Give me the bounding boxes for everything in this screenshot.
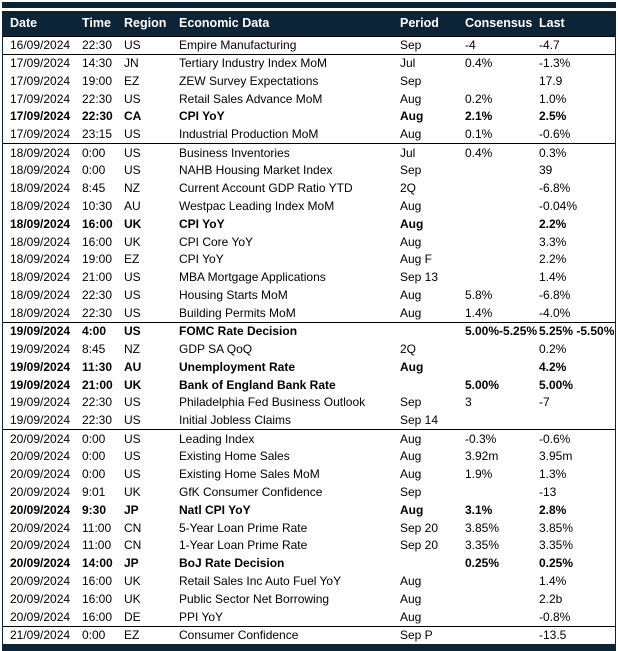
table-row — [3, 233, 615, 251]
table-row — [3, 358, 615, 376]
cell-period: Aug — [400, 449, 422, 464]
cell-region: US — [124, 466, 141, 481]
cell-period: Sep — [400, 163, 422, 178]
cell-last: 2.5% — [539, 109, 567, 124]
cell-region: JN — [124, 56, 139, 71]
cell-date: 17/09/2024 — [10, 73, 71, 88]
header-cell-consensus: Consensus — [465, 16, 533, 31]
cell-last: 1.0% — [539, 91, 567, 106]
cell-consensus: 3.1% — [465, 502, 493, 517]
cell-date: 20/09/2024 — [10, 556, 71, 571]
cell-last: 5.25% -5.50% — [539, 324, 615, 339]
cell-event: Natl CPI YoY — [179, 502, 251, 517]
cell-consensus: 1.9% — [465, 466, 493, 481]
cell-date: 17/09/2024 — [10, 91, 71, 106]
cell-event: ZEW Survey Expectations — [179, 73, 319, 88]
cell-date: 19/09/2024 — [10, 324, 71, 339]
cell-region: JP — [124, 556, 139, 571]
cell-date: 18/09/2024 — [10, 252, 71, 267]
cell-date: 20/09/2024 — [10, 484, 71, 499]
cell-region: DE — [124, 609, 141, 624]
cell-time: 22:30 — [82, 288, 113, 303]
cell-time: 0:00 — [82, 145, 106, 160]
table-row — [3, 340, 615, 358]
cell-date: 21/09/2024 — [10, 628, 71, 643]
cell-time: 8:45 — [82, 341, 106, 356]
cell-event: Existing Home Sales MoM — [179, 466, 320, 481]
cell-consensus: -4 — [465, 38, 476, 53]
table-row — [3, 286, 615, 304]
cell-last: -4.0% — [539, 306, 571, 321]
cell-event: MBA Mortgage Applications — [179, 270, 326, 285]
cell-period: Sep 13 — [400, 270, 439, 285]
cell-time: 8:45 — [82, 180, 106, 195]
cell-event: Business Inventories — [179, 145, 290, 160]
cell-period: Sep 14 — [400, 413, 439, 428]
table-row — [3, 90, 615, 108]
cell-last: 0.25% — [539, 556, 574, 571]
table-row — [3, 590, 615, 608]
cell-time: 4:00 — [82, 324, 107, 339]
table-body — [2, 36, 616, 644]
cell-time: 21:00 — [82, 270, 113, 285]
table-row — [3, 125, 615, 143]
table-row — [3, 447, 615, 465]
cell-last: -0.8% — [539, 609, 571, 624]
cell-region: UK — [124, 574, 141, 589]
header-cell-last: Last — [539, 16, 565, 31]
cell-time: 16:00 — [82, 609, 113, 624]
header-cell-economic-data: Economic Data — [179, 16, 270, 31]
cell-time: 16:00 — [82, 216, 113, 231]
cell-region: AU — [124, 198, 141, 213]
cell-last: -13 — [539, 484, 557, 499]
cell-time: 16:00 — [82, 592, 113, 607]
cell-date: 17/09/2024 — [10, 127, 71, 142]
cell-event: CPI YoY — [179, 216, 225, 231]
cell-consensus: 2.1% — [465, 109, 493, 124]
cell-event: Initial Jobless Claims — [179, 413, 292, 428]
cell-last: 2.2% — [539, 216, 567, 231]
cell-time: 0:00 — [82, 466, 106, 481]
cell-region: EZ — [124, 252, 140, 267]
table-row — [3, 143, 615, 161]
table-row — [3, 268, 615, 286]
cell-region: CA — [124, 109, 142, 124]
cell-date: 19/09/2024 — [10, 395, 71, 410]
cell-region: US — [124, 145, 141, 160]
cell-event: Current Account GDP Ratio YTD — [179, 180, 353, 195]
cell-event: BoJ Rate Decision — [179, 556, 285, 571]
table-row — [3, 572, 615, 590]
table-row — [3, 537, 615, 555]
table-row — [3, 304, 615, 322]
cell-region: NZ — [124, 180, 140, 195]
table-row — [3, 322, 615, 340]
cell-date: 17/09/2024 — [10, 109, 71, 124]
table-row — [3, 429, 615, 447]
table-row — [3, 465, 615, 483]
cell-event: 1-Year Loan Prime Rate — [179, 538, 308, 553]
header-cell-region: Region — [124, 16, 167, 31]
cell-time: 0:00 — [82, 628, 106, 643]
cell-event: Building Permits MoM — [179, 306, 296, 321]
cell-region: US — [124, 431, 141, 446]
cell-period: Aug — [400, 109, 424, 124]
cell-date: 18/09/2024 — [10, 163, 71, 178]
cell-period: Aug F — [400, 252, 433, 267]
cell-event: CPI YoY — [179, 109, 225, 124]
cell-region: US — [124, 163, 141, 178]
cell-period: Sep P — [400, 628, 433, 643]
top-accent-bar — [2, 2, 616, 8]
cell-region: UK — [124, 216, 142, 231]
cell-time: 19:00 — [82, 252, 113, 267]
cell-last: 3.95m — [539, 449, 573, 464]
table-row — [3, 411, 615, 429]
cell-consensus: 0.1% — [465, 127, 493, 142]
cell-period: Aug — [400, 574, 422, 589]
cell-event: Industrial Production MoM — [179, 127, 319, 142]
table-row — [3, 376, 615, 394]
cell-last: -6.8% — [539, 180, 571, 195]
cell-region: NZ — [124, 341, 140, 356]
cell-last: 17.9 — [539, 73, 563, 88]
cell-period: Sep — [400, 484, 422, 499]
cell-region: AU — [124, 359, 142, 374]
cell-period: Aug — [400, 216, 424, 231]
cell-last: -4.7 — [539, 38, 560, 53]
cell-last: -1.3% — [539, 56, 571, 71]
cell-event: Consumer Confidence — [179, 628, 299, 643]
table-row — [3, 197, 615, 215]
cell-last: -0.6% — [539, 127, 571, 142]
cell-event: Empire Manufacturing — [179, 38, 297, 53]
cell-time: 22:30 — [82, 38, 113, 53]
cell-date: 18/09/2024 — [10, 198, 71, 213]
cell-time: 22:30 — [82, 413, 113, 428]
cell-period: Aug — [400, 359, 424, 374]
cell-event: CPI Core YoY — [179, 234, 254, 249]
cell-last: -13.5 — [539, 628, 567, 643]
cell-region: US — [124, 91, 141, 106]
cell-date: 18/09/2024 — [10, 234, 71, 249]
cell-date: 18/09/2024 — [10, 270, 71, 285]
cell-period: Aug — [400, 306, 422, 321]
cell-region: US — [124, 270, 141, 285]
cell-period: Sep — [400, 38, 422, 53]
cell-time: 22:30 — [82, 395, 113, 410]
cell-date: 18/09/2024 — [10, 216, 71, 231]
cell-event: Bank of England Bank Rate — [179, 377, 336, 392]
table-row — [3, 554, 615, 572]
cell-date: 18/09/2024 — [10, 306, 71, 321]
cell-time: 0:00 — [82, 163, 106, 178]
economic-calendar-table — [2, 11, 616, 644]
cell-period: Aug — [400, 609, 422, 624]
cell-event: Leading Index — [179, 431, 255, 446]
cell-period: 2Q — [400, 341, 417, 356]
cell-last: 2.2% — [539, 252, 567, 267]
table-row — [3, 54, 615, 72]
cell-time: 14:30 — [82, 56, 113, 71]
cell-consensus: 3 — [465, 395, 472, 410]
table-row — [3, 501, 615, 519]
cell-period: Sep — [400, 73, 422, 88]
header-cell-date: Date — [10, 16, 38, 31]
cell-date: 20/09/2024 — [10, 520, 71, 535]
cell-consensus: 3.92m — [465, 449, 499, 464]
cell-time: 23:15 — [82, 127, 113, 142]
cell-event: Tertiary Industry Index MoM — [179, 56, 328, 71]
cell-time: 11:00 — [82, 538, 112, 553]
cell-time: 16:00 — [82, 234, 113, 249]
table-row — [3, 215, 615, 233]
cell-region: US — [124, 127, 141, 142]
cell-date: 20/09/2024 — [10, 449, 71, 464]
cell-region: JP — [124, 502, 139, 517]
cell-period: Aug — [400, 466, 422, 481]
cell-period: Sep — [400, 395, 422, 410]
cell-event: Retail Sales Inc Auto Fuel YoY — [179, 574, 342, 589]
cell-date: 18/09/2024 — [10, 288, 71, 303]
cell-time: 16:00 — [82, 574, 113, 589]
cell-period: 2Q — [400, 180, 417, 195]
cell-time: 0:00 — [82, 431, 106, 446]
cell-event: GfK Consumer Confidence — [179, 484, 323, 499]
cell-date: 20/09/2024 — [10, 466, 71, 481]
cell-time: 11:30 — [82, 359, 113, 374]
cell-region: US — [124, 449, 141, 464]
cell-period: Aug — [400, 198, 422, 213]
cell-consensus: 0.4% — [465, 56, 493, 71]
cell-event: Philadelphia Fed Business Outlook — [179, 395, 366, 410]
cell-period: Sep 20 — [400, 520, 439, 535]
cell-region: UK — [124, 484, 141, 499]
cell-time: 10:30 — [82, 198, 113, 213]
cell-period: Aug — [400, 592, 422, 607]
table-row — [3, 108, 615, 126]
cell-date: 17/09/2024 — [10, 56, 71, 71]
table-row — [3, 394, 615, 412]
cell-consensus: 5.00% — [465, 377, 500, 392]
cell-time: 9:01 — [82, 484, 106, 499]
cell-region: US — [124, 413, 141, 428]
cell-event: 5-Year Loan Prime Rate — [179, 520, 308, 535]
cell-consensus: 0.25% — [465, 556, 500, 571]
cell-period: Aug — [400, 91, 422, 106]
cell-region: EZ — [124, 73, 140, 88]
cell-date: 16/09/2024 — [10, 38, 71, 53]
cell-region: US — [124, 324, 141, 339]
cell-last: 0.2% — [539, 341, 567, 356]
table-row — [3, 251, 615, 269]
cell-consensus: 3.85% — [465, 520, 500, 535]
cell-consensus: 3.35% — [465, 538, 500, 553]
cell-date: 19/09/2024 — [10, 341, 71, 356]
cell-last: 1.4% — [539, 270, 567, 285]
cell-time: 19:00 — [82, 73, 113, 88]
cell-date: 19/09/2024 — [10, 377, 71, 392]
cell-last: 4.2% — [539, 359, 567, 374]
table-row — [3, 519, 615, 537]
cell-last: 1.4% — [539, 574, 567, 589]
cell-date: 20/09/2024 — [10, 574, 71, 589]
cell-region: US — [124, 288, 141, 303]
cell-last: 39 — [539, 163, 553, 178]
cell-time: 21:00 — [82, 377, 113, 392]
table-row — [3, 161, 615, 179]
table-row — [3, 36, 615, 54]
cell-consensus: -0.3% — [465, 431, 497, 446]
cell-consensus: 1.4% — [465, 306, 493, 321]
cell-event: NAHB Housing Market Index — [179, 163, 333, 178]
cell-event: Unemployment Rate — [179, 359, 296, 374]
cell-period: Sep 20 — [400, 538, 439, 553]
cell-region: UK — [124, 592, 141, 607]
cell-time: 22:30 — [82, 109, 113, 124]
cell-date: 18/09/2024 — [10, 180, 71, 195]
cell-period: Aug — [400, 127, 422, 142]
cell-consensus: 0.4% — [465, 145, 493, 160]
cell-last: 0.3% — [539, 145, 567, 160]
cell-last: -7 — [539, 395, 550, 410]
header-cell-time: Time — [82, 16, 111, 31]
cell-consensus: 0.2% — [465, 91, 493, 106]
cell-date: 19/09/2024 — [10, 413, 71, 428]
table-row — [3, 179, 615, 197]
table-row — [3, 626, 615, 644]
cell-last: -6.8% — [539, 288, 571, 303]
cell-period: Aug — [400, 431, 422, 446]
cell-last: 3.85% — [539, 520, 574, 535]
cell-last: 2.2b — [539, 592, 563, 607]
header-cell-period: Period — [400, 16, 439, 31]
cell-last: 5.00% — [539, 377, 574, 392]
cell-event: Westpac Leading Index MoM — [179, 198, 335, 213]
table-row — [3, 72, 615, 90]
cell-event: PPI YoY — [179, 609, 224, 624]
cell-last: -0.04% — [539, 198, 578, 213]
cell-time: 22:30 — [82, 306, 113, 321]
cell-date: 20/09/2024 — [10, 609, 71, 624]
cell-date: 20/09/2024 — [10, 502, 71, 517]
cell-time: 22:30 — [82, 91, 113, 106]
cell-date: 20/09/2024 — [10, 538, 71, 553]
cell-event: Public Sector Net Borrowing — [179, 592, 330, 607]
table-row — [3, 608, 615, 626]
cell-region: CN — [124, 538, 142, 553]
cell-event: FOMC Rate Decision — [179, 324, 298, 339]
bottom-accent-bar — [2, 644, 616, 651]
cell-last: 1.3% — [539, 466, 567, 481]
cell-region: UK — [124, 377, 142, 392]
cell-last: -0.6% — [539, 431, 571, 446]
cell-last: 2.8% — [539, 502, 567, 517]
cell-time: 11:00 — [82, 520, 112, 535]
cell-time: 0:00 — [82, 449, 106, 464]
cell-period: Jul — [400, 145, 416, 160]
cell-period: Aug — [400, 234, 422, 249]
cell-date: 19/09/2024 — [10, 359, 71, 374]
cell-period: Jul — [400, 56, 416, 71]
cell-date: 20/09/2024 — [10, 431, 71, 446]
cell-consensus: 5.8% — [465, 288, 493, 303]
cell-consensus: 5.00%-5.25% — [465, 324, 538, 339]
cell-event: Existing Home Sales — [179, 449, 290, 464]
cell-region: CN — [124, 520, 142, 535]
table-row — [3, 483, 615, 501]
cell-date: 20/09/2024 — [10, 592, 71, 607]
cell-region: UK — [124, 234, 141, 249]
cell-time: 14:00 — [82, 556, 113, 571]
cell-time: 9:30 — [82, 502, 107, 517]
cell-region: US — [124, 395, 141, 410]
cell-date: 18/09/2024 — [10, 145, 71, 160]
cell-event: GDP SA QoQ — [179, 341, 253, 356]
cell-event: Housing Starts MoM — [179, 288, 288, 303]
table-header-row — [2, 11, 616, 36]
cell-last: 3.3% — [539, 234, 567, 249]
cell-period: Aug — [400, 288, 422, 303]
cell-event: Retail Sales Advance MoM — [179, 91, 323, 106]
cell-region: US — [124, 306, 141, 321]
cell-region: US — [124, 38, 141, 53]
cell-event: CPI YoY — [179, 252, 224, 267]
cell-last: 3.35% — [539, 538, 574, 553]
cell-period: Aug — [400, 502, 424, 517]
cell-region: EZ — [124, 628, 140, 643]
